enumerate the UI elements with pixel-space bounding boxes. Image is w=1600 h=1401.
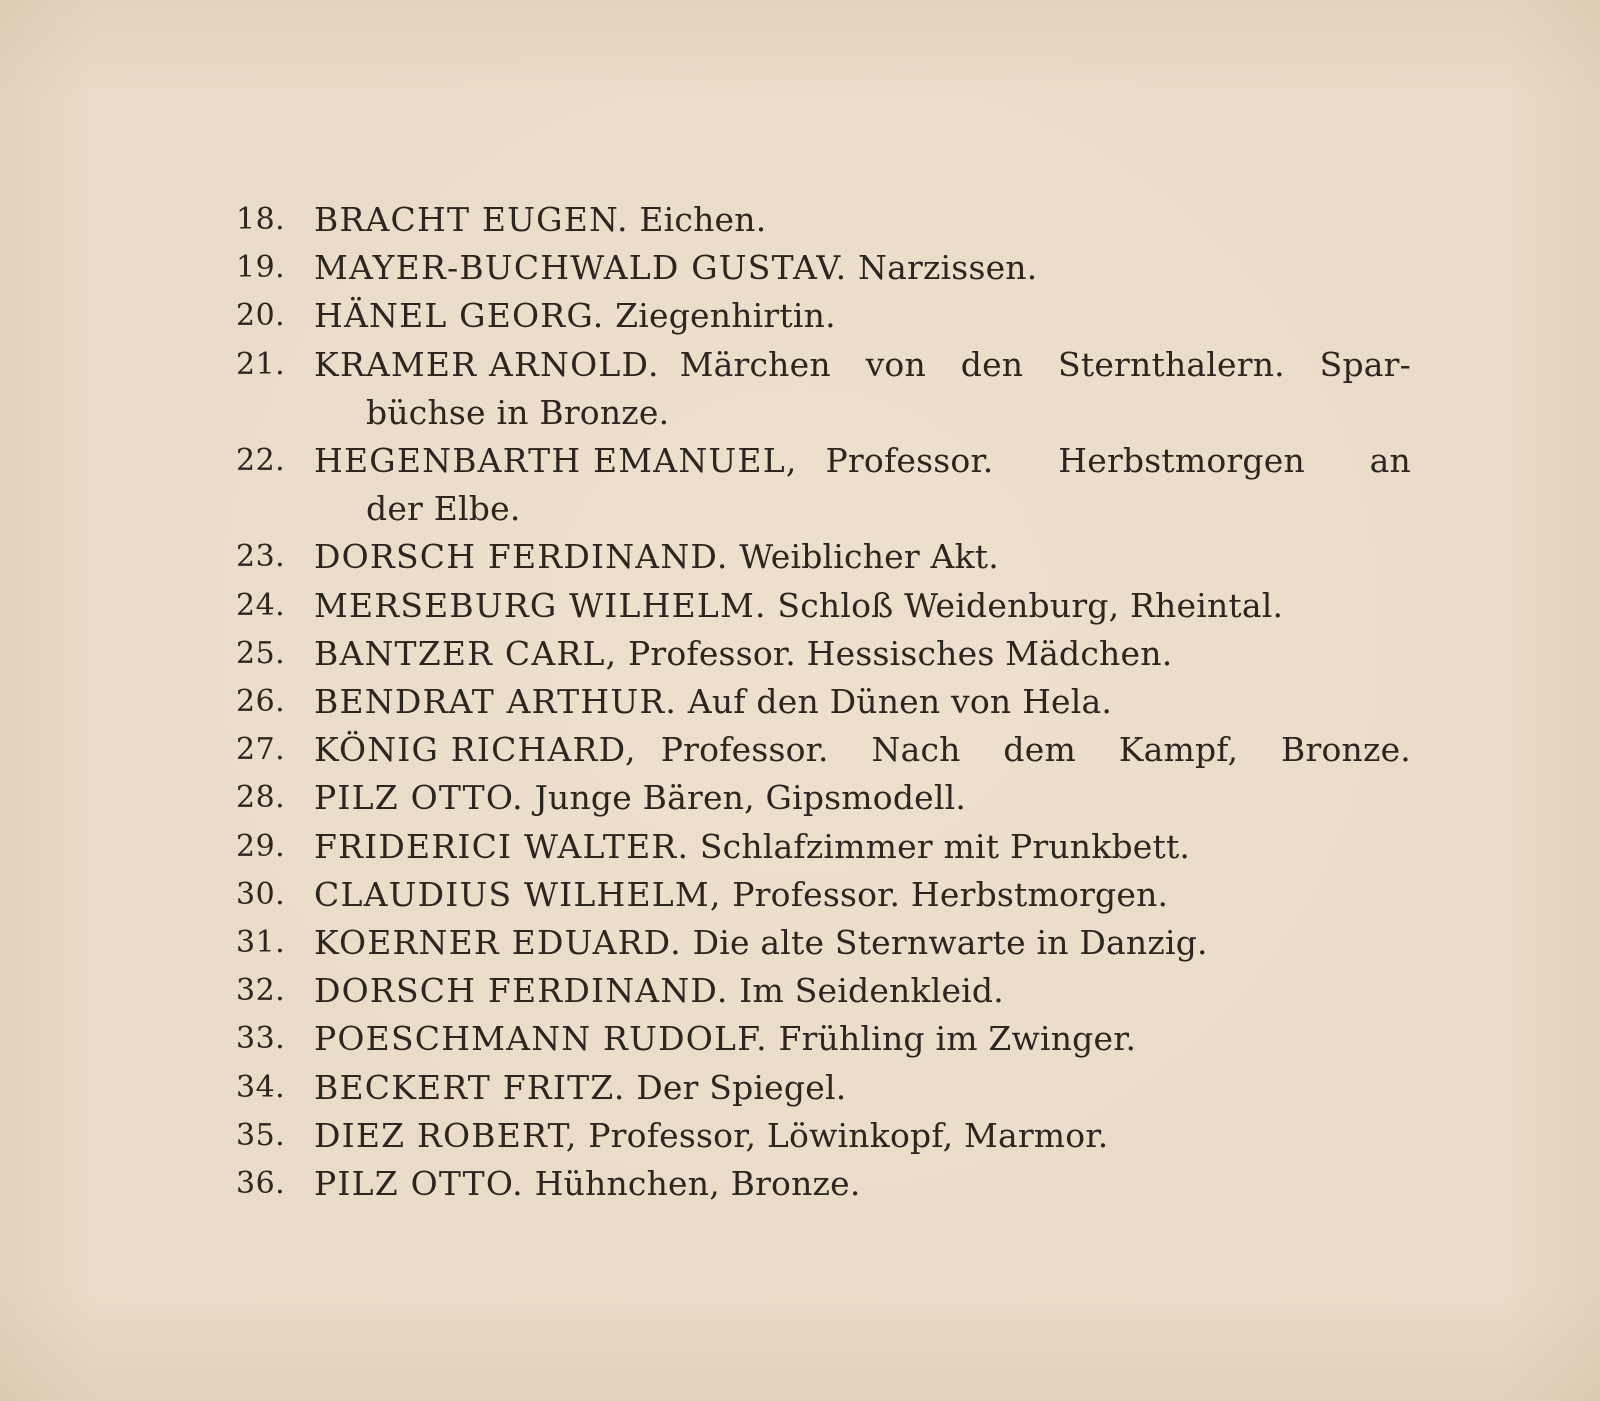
artwork-title: Im Seidenkleid. bbox=[739, 971, 1004, 1011]
artist-name: BANTZER CARL, bbox=[314, 633, 618, 673]
list-item bbox=[236, 967, 1411, 1015]
list-item bbox=[236, 292, 1411, 340]
entry-number: 33. bbox=[236, 1021, 286, 1057]
artist-name: HÄNEL GEORG. bbox=[314, 296, 605, 336]
artist-name: DORSCH FERDINAND. bbox=[314, 971, 729, 1011]
list-item bbox=[236, 774, 1411, 822]
list-item bbox=[236, 726, 1411, 774]
artwork-title-text: Märchen von den Sternthalern. Spar- bbox=[679, 344, 1411, 384]
entry-number: 24. bbox=[236, 587, 286, 623]
artwork-title: Weiblicher Akt. bbox=[739, 537, 999, 577]
entry-number: 18. bbox=[236, 202, 286, 237]
artwork-title-continuation: büchse in Bronze. bbox=[366, 392, 670, 432]
entry-number: 22. bbox=[236, 443, 286, 479]
artist-name: MAYER-BUCHWALD GUSTAV. bbox=[314, 248, 848, 288]
list-item bbox=[236, 823, 1411, 871]
entry-number: 27. bbox=[236, 732, 286, 768]
artist-name: BRACHT EUGEN. bbox=[314, 200, 629, 239]
list-item bbox=[236, 582, 1411, 630]
artist-name: DIEZ ROBERT, bbox=[314, 1115, 578, 1155]
entry-number: 26. bbox=[236, 684, 286, 720]
artwork-title: Ziegenhirtin. bbox=[615, 296, 836, 336]
artist-name: KOERNER EDUARD. bbox=[314, 923, 682, 963]
entry-number: 35. bbox=[236, 1117, 286, 1153]
artwork-title: Schlafzimmer mit Prunkbett. bbox=[699, 826, 1191, 866]
artwork-title bbox=[680, 341, 1411, 389]
artwork-title: Narzissen. bbox=[858, 248, 1038, 288]
list-item bbox=[236, 1064, 1411, 1112]
list-item bbox=[236, 1112, 1411, 1160]
entry-number: 31. bbox=[236, 925, 286, 961]
entry-number: 28. bbox=[236, 780, 286, 816]
artwork-list bbox=[236, 196, 1411, 1208]
list-item bbox=[236, 678, 1411, 726]
list-item bbox=[236, 1160, 1411, 1208]
artwork-title: Auf den Dünen von Hela. bbox=[687, 682, 1113, 722]
artwork-title-text: Professor. Herbstmorgen an bbox=[825, 441, 1411, 481]
artwork-title: Professor. Hessisches Mädchen. bbox=[627, 633, 1173, 673]
artwork-title-text: Professor. Nach dem Kampf, Bronze. bbox=[660, 730, 1411, 770]
entry-first-line bbox=[314, 437, 1411, 485]
entry-number: 36. bbox=[236, 1166, 286, 1202]
entry-first-line bbox=[314, 726, 1411, 774]
entry-number: 29. bbox=[236, 828, 286, 864]
list-item bbox=[236, 919, 1411, 967]
entry-number: 20. bbox=[236, 298, 286, 334]
artwork-title: Die alte Sternwarte in Danzig. bbox=[692, 923, 1208, 963]
artist-name: MERSEBURG WILHELM. bbox=[314, 585, 767, 625]
artwork-title: Eichen. bbox=[639, 200, 767, 239]
artist-name: HEGENBARTH EMANUEL, bbox=[314, 441, 798, 481]
artist-name: PILZ OTTO. bbox=[314, 1164, 524, 1204]
artwork-title: Junge Bären, Gipsmodell. bbox=[534, 778, 967, 818]
entry-number: 32. bbox=[236, 973, 286, 1009]
entry-number: 30. bbox=[236, 876, 286, 912]
artist-name: PILZ OTTO. bbox=[314, 778, 524, 818]
entry-first-line bbox=[314, 341, 1411, 389]
artwork-title: Schloß Weidenburg, Rheintal. bbox=[777, 585, 1284, 625]
artist-name: FRIDERICI WALTER. bbox=[314, 826, 690, 866]
artist-name: BENDRAT ARTHUR. bbox=[314, 682, 678, 722]
artist-name: KÖNIG RICHARD, bbox=[314, 730, 637, 770]
list-item bbox=[236, 533, 1411, 581]
list-item bbox=[236, 1015, 1411, 1063]
entry-number: 21. bbox=[236, 346, 286, 382]
list-item bbox=[236, 871, 1411, 919]
artwork-title: Frühling im Zwinger. bbox=[778, 1019, 1137, 1059]
list-item bbox=[236, 341, 1411, 437]
artwork-title: Professor, Löwinkopf, Marmor. bbox=[588, 1115, 1109, 1155]
list-item bbox=[236, 437, 1411, 533]
artist-name: BECKERT FRITZ. bbox=[314, 1067, 626, 1107]
artist-name: KRAMER ARNOLD. bbox=[314, 344, 660, 384]
entry-number: 34. bbox=[236, 1069, 286, 1105]
list-item bbox=[236, 630, 1411, 678]
artwork-title: Hühnchen, Bronze. bbox=[534, 1164, 861, 1204]
entry-number: 25. bbox=[236, 635, 286, 671]
list-item bbox=[236, 196, 1411, 244]
artwork-title bbox=[661, 726, 1411, 774]
list-item bbox=[236, 244, 1411, 292]
artwork-title bbox=[826, 437, 1411, 485]
artwork-title: Der Spiegel. bbox=[636, 1067, 847, 1107]
artwork-title-continuation: der Elbe. bbox=[366, 489, 521, 529]
artwork-title: Professor. Herbstmorgen. bbox=[732, 874, 1169, 914]
entry-number: 23. bbox=[236, 539, 286, 575]
entry-number: 19. bbox=[236, 250, 286, 286]
artist-name: CLAUDIUS WILHELM, bbox=[314, 874, 722, 914]
artist-name: POESCHMANN RUDOLF. bbox=[314, 1019, 768, 1059]
artist-name: DORSCH FERDINAND. bbox=[314, 537, 729, 577]
